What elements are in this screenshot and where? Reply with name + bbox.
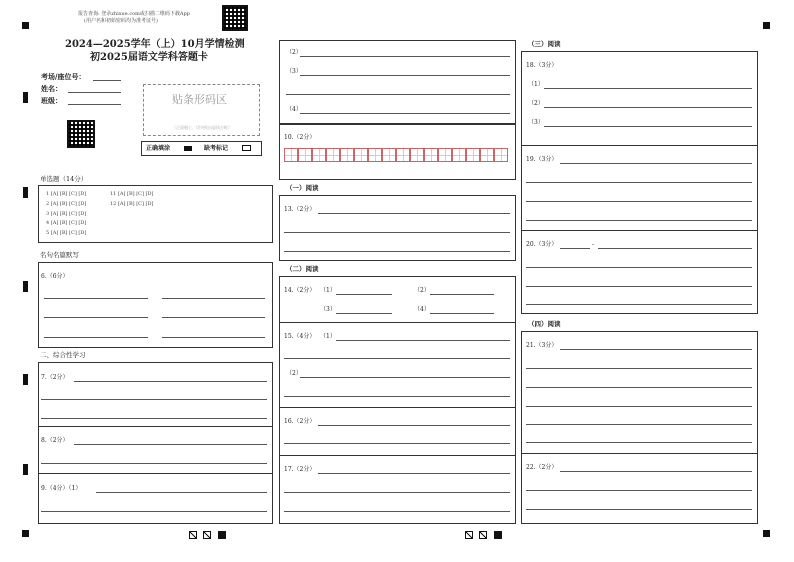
divider <box>279 407 516 408</box>
answer-line[interactable] <box>526 286 752 287</box>
answer-line[interactable] <box>430 294 494 295</box>
answer-line[interactable] <box>526 406 752 407</box>
answer-line[interactable] <box>41 418 267 419</box>
side-mark <box>23 92 28 103</box>
answer-line[interactable] <box>526 424 752 425</box>
mc-row[interactable]: 4 [A] [B] [C] [D] <box>46 220 87 226</box>
mc-row[interactable]: 1 [A] [B] [C] [D] <box>46 191 87 197</box>
q8-label: 8.（2分） <box>41 437 69 444</box>
answer-line[interactable] <box>41 463 267 464</box>
side-mark <box>23 464 28 475</box>
part-label: （4） <box>414 306 430 313</box>
answer-line[interactable] <box>544 107 752 108</box>
part-label: （3） <box>528 119 544 126</box>
part-label: （2） <box>414 287 430 294</box>
writing-grid[interactable] <box>284 148 508 162</box>
name-field[interactable] <box>68 92 121 93</box>
answer-line[interactable] <box>162 317 265 318</box>
q6-box <box>38 262 273 348</box>
answer-line[interactable] <box>560 163 752 164</box>
page-marker <box>494 531 502 539</box>
page-title: 2024—2025学年（上）10月学情检测 <box>65 39 245 50</box>
divider <box>38 473 273 474</box>
answer-line[interactable] <box>526 267 752 268</box>
divider <box>279 322 516 323</box>
exam-seat-field[interactable] <box>93 80 121 81</box>
answer-line[interactable] <box>284 396 510 397</box>
answer-line[interactable] <box>598 248 752 249</box>
answer-line[interactable] <box>41 511 267 512</box>
answer-line[interactable] <box>44 317 148 318</box>
part-label: （2） <box>286 370 302 377</box>
answer-line[interactable] <box>544 88 752 89</box>
answer-line[interactable] <box>560 471 752 472</box>
answer-line[interactable] <box>544 126 752 127</box>
answer-line[interactable] <box>430 313 494 314</box>
exam-seat-label: 考场/座位号： <box>41 72 86 81</box>
page-subtitle: 初2025届语文学科答题卡 <box>90 52 208 63</box>
part-label: （2） <box>286 49 302 56</box>
answer-line[interactable] <box>300 377 510 378</box>
corner-mark <box>22 530 29 537</box>
q7-label: 7.（2分） <box>41 374 69 381</box>
fill-correct-label: 正确填涂 <box>146 145 171 152</box>
dash: - <box>592 241 595 248</box>
q17-label: 17.（2分） <box>284 466 316 473</box>
divider <box>521 145 758 146</box>
answer-line[interactable] <box>336 294 392 295</box>
answer-line[interactable] <box>284 443 510 444</box>
side-mark <box>23 374 28 385</box>
answer-line[interactable] <box>284 511 510 512</box>
absent-checkbox[interactable] <box>242 145 251 151</box>
q7-9-box <box>38 362 273 524</box>
mc-row[interactable]: 11 [A] [B] [C] [D] <box>110 191 154 197</box>
part-label: （2） <box>528 100 544 107</box>
mc-row[interactable]: 5 [A] [B] [C] [D] <box>46 230 87 236</box>
answer-line[interactable] <box>284 251 510 252</box>
answer-line[interactable] <box>560 349 752 350</box>
corner-mark <box>763 22 770 29</box>
reading3-title: （三）阅读 <box>528 40 561 48</box>
reading1-title: （一）阅读 <box>286 184 319 192</box>
reading4-box <box>521 331 758 524</box>
name-label: 姓名： <box>41 84 62 93</box>
q22-label: 22.（2分） <box>526 464 558 471</box>
answer-line[interactable] <box>526 490 752 491</box>
answer-line[interactable] <box>336 340 510 341</box>
answer-line[interactable] <box>526 387 752 388</box>
integrated-section-title: 二、综合性学习 <box>40 351 86 359</box>
page-marker <box>189 531 197 539</box>
q10-label: 10.（2分） <box>284 134 316 141</box>
part-label: （4） <box>286 106 302 113</box>
answer-line[interactable] <box>300 75 510 76</box>
divider <box>279 455 516 456</box>
answer-line[interactable] <box>336 313 392 314</box>
answer-line[interactable] <box>162 337 265 338</box>
page-marker <box>203 531 211 539</box>
q9-cont-box <box>279 40 516 124</box>
reading4-title: （四）阅读 <box>528 320 561 328</box>
page-marker <box>465 531 473 539</box>
part-label: （1） <box>320 287 336 294</box>
answer-line[interactable] <box>284 358 510 359</box>
q18-label: 18.（3分） <box>526 62 558 69</box>
mc-section-title: 单选题（14分） <box>40 175 88 183</box>
side-mark <box>23 187 28 198</box>
answer-line[interactable] <box>526 509 752 510</box>
q16-label: 16.（2分） <box>284 418 316 425</box>
q13-label: 13.（2分） <box>284 206 316 213</box>
q19-label: 19.（3分） <box>526 156 558 163</box>
answer-line[interactable] <box>284 232 510 233</box>
answer-line[interactable] <box>526 182 752 183</box>
q20-label: 20.（3分） <box>526 241 558 248</box>
class-label: 班级： <box>41 96 62 105</box>
divider <box>521 230 758 231</box>
reading2-title: （二）阅读 <box>286 265 319 273</box>
answer-line[interactable] <box>74 444 267 445</box>
answer-line[interactable] <box>44 298 148 299</box>
q9-label: 9.（4分）（1） <box>41 485 82 492</box>
part-label: （3） <box>320 306 336 313</box>
answer-line[interactable] <box>96 492 267 493</box>
part-label: （3） <box>286 68 302 75</box>
answer-line[interactable] <box>162 298 265 299</box>
answer-line[interactable] <box>300 113 510 114</box>
answer-line[interactable] <box>526 368 752 369</box>
corner-mark <box>763 530 770 537</box>
answer-line[interactable] <box>526 442 752 443</box>
qr-code <box>67 120 95 148</box>
answer-line[interactable] <box>284 492 510 493</box>
page-marker <box>479 531 487 539</box>
mc-row[interactable]: 12 [A] [B] [C] [D] <box>110 201 154 207</box>
recite-section-title: 名句名篇默写 <box>40 251 79 259</box>
answer-line[interactable] <box>41 399 267 400</box>
answer-line[interactable] <box>318 425 510 426</box>
side-mark <box>23 281 28 292</box>
q15-label: 15.（4分） <box>284 333 316 340</box>
barcode-label: 贴条形码区 <box>172 93 227 106</box>
answer-line[interactable] <box>526 304 752 305</box>
q21-label: 21.（3分） <box>526 342 558 349</box>
mc-row[interactable]: 3 [A] [B] [C] [D] <box>46 211 87 217</box>
answer-line[interactable] <box>318 213 510 214</box>
answer-line[interactable] <box>74 381 267 382</box>
mc-row[interactable]: 2 [A] [B] [C] [D] <box>46 201 87 207</box>
answer-line[interactable] <box>286 94 510 95</box>
fill-sample <box>184 146 192 151</box>
q14-label: 14.（2分） <box>284 287 316 294</box>
page-marker <box>218 531 226 539</box>
barcode-note: （正面朝上，切勿贴出虚线方框） <box>172 125 232 130</box>
part-label: （1） <box>528 81 544 88</box>
password-note: (用户名和初始密码均为准考证号) <box>84 18 158 24</box>
report-note: 报告查询: 登录zhixue.com或扫描二维码下载App <box>78 11 190 17</box>
qr-code <box>222 5 248 31</box>
divider <box>521 453 758 454</box>
answer-line[interactable] <box>44 337 148 338</box>
answer-line[interactable] <box>526 220 752 221</box>
absent-label: 缺考标记 <box>204 145 229 152</box>
part-label: （1） <box>320 333 336 340</box>
divider <box>38 426 273 427</box>
answer-line[interactable] <box>560 248 590 249</box>
answer-line[interactable] <box>300 56 510 57</box>
class-field[interactable] <box>68 104 121 105</box>
answer-line[interactable] <box>526 201 752 202</box>
corner-mark <box>22 22 29 29</box>
q6-label: 6.（6分） <box>41 273 69 280</box>
answer-line[interactable] <box>318 473 510 474</box>
